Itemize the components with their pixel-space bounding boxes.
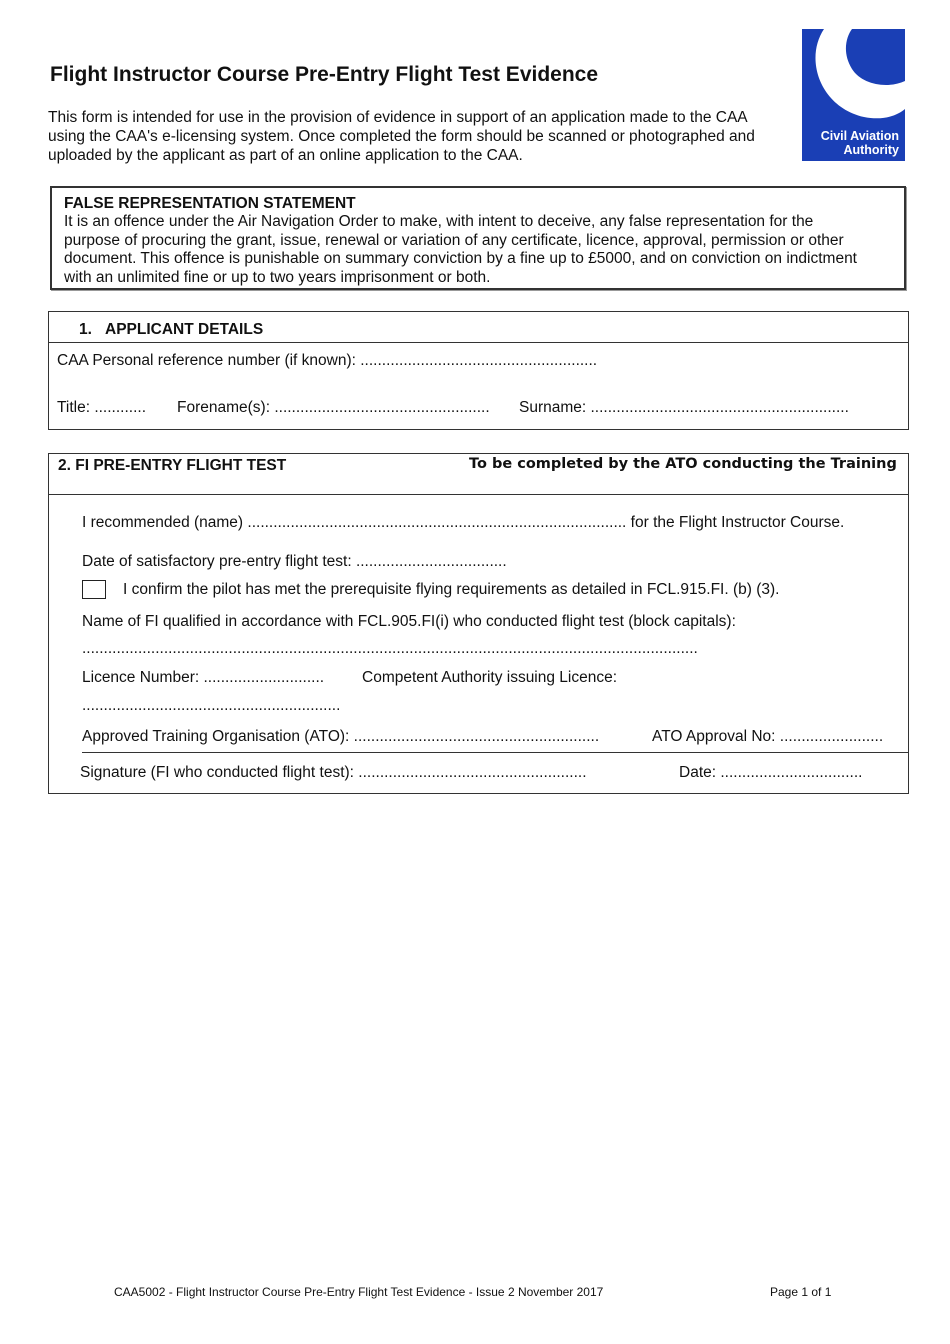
page-title: Flight Instructor Course Pre-Entry Flight Test Evidence [50, 63, 599, 86]
intro-line: This form is intended for use in the provision of evidence in support of an application made to the CAA [48, 109, 748, 126]
caa-reference-field[interactable]: CAA Personal reference number (if known): ....................................................... [57, 352, 598, 369]
section-note: To be completed by the ATO conducting the Training [469, 456, 897, 472]
statement-line: purpose of procuring the grant, issue, renewal or variation of any certificate, licence, approval, permission or other [64, 231, 844, 249]
signature-field[interactable]: Signature (FI who conducted flight test): ..................................................... [80, 764, 587, 781]
section-number: 1. [79, 321, 92, 338]
intro-line: uploaded by the applicant as part of an online application to the CAA. [48, 147, 523, 164]
section-title: 2. FI PRE-ENTRY FLIGHT TEST [58, 457, 287, 474]
applicant-details-section [48, 311, 909, 430]
logo-text [802, 129, 899, 157]
pre-entry-test-date-field[interactable]: Date of satisfactory pre-entry flight test: ................................... [82, 553, 507, 570]
fi-pre-entry-section [48, 453, 909, 794]
surname-field[interactable]: Surname: ............................................................ [519, 399, 849, 416]
intro-text [48, 108, 788, 165]
ato-approval-field[interactable]: ATO Approval No: ........................ [652, 728, 884, 745]
footer-document-ref: CAA5002 - Flight Instructor Course Pre-Entry Flight Test Evidence - Issue 2 November 2017 [114, 1285, 604, 1299]
ato-field[interactable]: Approved Training Organisation (ATO): ......................................................... [82, 728, 600, 745]
false-representation-box [50, 186, 906, 290]
footer-page-number: Page 1 of 1 [770, 1285, 832, 1299]
confirm-label: I confirm the pilot has met the prerequisite flying requirements as detailed in FCL.915.FI. (b) (3). [123, 581, 780, 598]
confirm-checkbox[interactable] [82, 580, 106, 599]
competent-authority-field[interactable]: ............................................................ [82, 697, 341, 714]
section-header [49, 454, 908, 495]
statement-line: with an unlimited fine or up to two years imprisonment or both. [64, 268, 491, 286]
divider [82, 752, 908, 753]
section-title: APPLICANT DETAILS [105, 321, 264, 338]
false-representation-text [64, 213, 894, 287]
logo-line: Civil Aviation [820, 129, 899, 143]
intro-line: using the CAA's e-licensing system. Once completed the form should be scanned or photographed and [48, 128, 755, 145]
title-field[interactable]: Title: ............ [57, 399, 146, 416]
fi-name-field[interactable]: ............................................................................................................................................... [82, 640, 698, 657]
caa-logo [802, 29, 905, 161]
statement-line: document. This offence is punishable on summary conviction by a fine up to £5000, and on conviction on indictment [64, 250, 857, 267]
statement-line: It is an offence under the Air Navigation Order to make, with intent to deceive, any false representation for the [64, 213, 814, 230]
licence-number-field[interactable]: Licence Number: ............................ [82, 669, 325, 686]
competent-authority-label: Competent Authority issuing Licence: [362, 669, 618, 686]
recommended-name-field[interactable]: I recommended (name) ........................................................................................ for the Flight Instructor Course. [82, 514, 845, 531]
forename-field[interactable]: Forename(s): .................................................. [177, 399, 490, 416]
section-header [49, 312, 908, 343]
fi-name-label: Name of FI qualified in accordance with FCL.905.FI(i) who conducted flight test (block capitals): [82, 613, 736, 630]
logo-line: Authority [843, 143, 899, 157]
date-field[interactable]: Date: ................................. [679, 764, 863, 781]
false-representation-title: FALSE REPRESENTATION STATEMENT [64, 195, 356, 212]
